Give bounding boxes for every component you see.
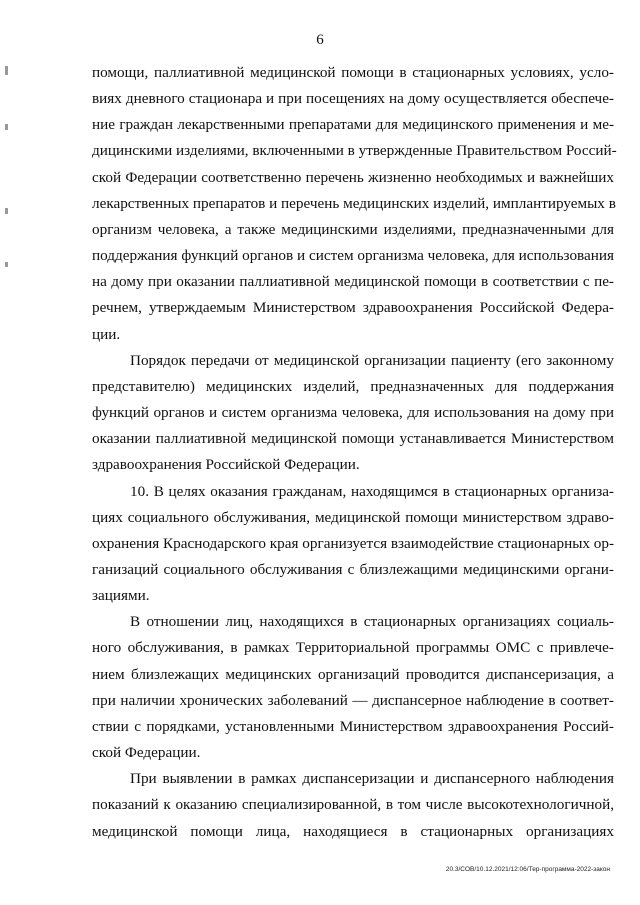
text-line: нием близлежащих медицинских организаций проводится диспансеризация, а bbox=[92, 665, 614, 683]
text-line: виях дневного стационара и при посещениях на дому осуществляется обеспече- bbox=[92, 90, 614, 108]
text-line: показаний к оказанию специализированной, в том числе высокотехнологичной, bbox=[92, 796, 614, 814]
text-line: при наличии хронических заболеваний — диспансерное наблюдение в соответ- bbox=[92, 691, 614, 709]
text-line: охранения Краснодарского края организуется взаимодействие стационарных ор- bbox=[92, 534, 615, 552]
text-line: медицинской помощи лица, находящиеся в стационарных организациях bbox=[92, 822, 614, 840]
text-line: зациями. bbox=[92, 587, 150, 605]
margin-scan-mark bbox=[5, 262, 8, 267]
text-line: организм человека, а также медицинскими изделиями, предназначенными для bbox=[92, 220, 614, 238]
text-line: При выявлении в рамках диспансеризации и диспансерного наблюдения bbox=[130, 770, 614, 788]
text-line: функций органов и систем организма человека, для использования на дому при bbox=[92, 404, 614, 422]
text-line: ствии с порядками, установленными Министерством здравоохранения Россий- bbox=[92, 717, 614, 735]
margin-scan-mark bbox=[5, 124, 8, 130]
document-body bbox=[92, 60, 617, 845]
text-line: 10. В целях оказания гражданам, находящимся в стационарных организа- bbox=[130, 482, 614, 500]
text-line: ганизаций социального обслуживания с близлежащими медицинскими органи- bbox=[92, 560, 614, 578]
text-line: Порядок передачи от медицинской организации пациенту (его законному bbox=[130, 351, 614, 369]
text-line: лекарственных препаратов и перечень медицинских изделий, имплантируемых в bbox=[92, 194, 616, 212]
text-line: В отношении лиц, находящихся в стационарных организациях социаль- bbox=[130, 613, 614, 631]
text-line: речнем, утверждаемым Министерством здравоохранения Российской Федера- bbox=[92, 299, 614, 317]
text-line: здравоохранения Российской Федерации. bbox=[92, 456, 360, 474]
text-line: ние граждан лекарственными препаратами для медицинского применения и ме- bbox=[92, 116, 614, 134]
text-line: представителю) медицинских изделий, предназначенных для поддержания bbox=[92, 377, 614, 395]
paragraph bbox=[92, 348, 614, 479]
text-line: ской Федерации. bbox=[92, 744, 201, 762]
text-line: ции. bbox=[92, 325, 121, 343]
paragraph bbox=[92, 479, 614, 610]
paragraph bbox=[92, 609, 614, 766]
text-line: на дому при оказании паллиативной медицинской помощи в соответствии с пе- bbox=[92, 273, 614, 291]
paragraph bbox=[92, 766, 614, 844]
paragraph bbox=[92, 60, 617, 348]
text-line: ного обслуживания, в рамках Территориальной программы ОМС с привлече- bbox=[92, 639, 614, 657]
text-line: циях социального обслуживания, медицинской помощи министерством здраво- bbox=[92, 508, 614, 526]
document-footer-reference: 20.3/COB/10.12.2021/12:06/Тер-программа-2022-закон bbox=[445, 866, 610, 873]
text-line: ской Федерации соответственно перечень жизненно необходимых и важнейших bbox=[92, 168, 614, 186]
page-number: 6 bbox=[316, 32, 324, 48]
margin-scan-mark bbox=[5, 66, 8, 75]
text-line: оказании паллиативной медицинской помощи устанавливается Министерством bbox=[92, 430, 614, 448]
text-line: помощи, паллиативной медицинской помощи в стационарных условиях, усло- bbox=[92, 64, 614, 81]
margin-scan-mark bbox=[5, 208, 8, 214]
text-line: поддержания функций органов и систем организма человека, для использования bbox=[92, 247, 614, 265]
text-line: дицинскими изделиями, включенными в утвержденные Правительством Россий- bbox=[92, 142, 617, 160]
